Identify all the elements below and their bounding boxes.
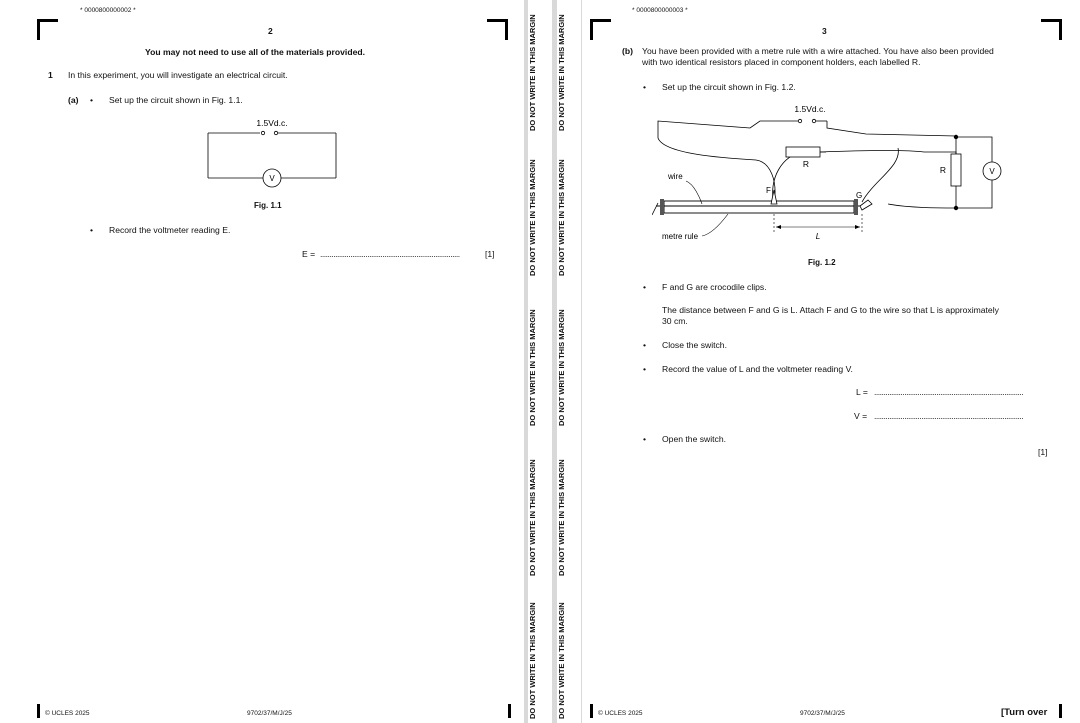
bullet: • bbox=[90, 95, 94, 105]
answer-field-e[interactable]: .......................................................................... bbox=[320, 249, 460, 259]
wire-label: wire bbox=[668, 172, 683, 181]
footer-paper-code: 9702/37/M/J/25 bbox=[800, 710, 845, 717]
wire-clamp-left bbox=[652, 203, 658, 215]
answer-field-l[interactable]: ............................................................................... bbox=[874, 387, 1024, 397]
margin-warning: DO NOT WRITE IN THIS MARGIN bbox=[557, 14, 566, 131]
footer-bar bbox=[508, 704, 511, 718]
page-barcode: * 0000800000002 * bbox=[80, 7, 136, 14]
part-b-label: (b) bbox=[622, 46, 633, 56]
terminal-right bbox=[812, 119, 815, 122]
instruction-text: You may not need to use all of the materials provided. bbox=[145, 47, 365, 57]
lead-to-f bbox=[658, 121, 798, 204]
margin-warning: DO NOT WRITE IN THIS MARGIN bbox=[557, 459, 566, 576]
part-a-label: (a) bbox=[68, 95, 79, 105]
instruction-open-switch: Open the switch. bbox=[662, 434, 727, 444]
page-3 bbox=[582, 0, 1080, 723]
rule-label: metre rule bbox=[662, 232, 699, 241]
bullet: • bbox=[643, 434, 647, 444]
bullet: • bbox=[643, 340, 647, 350]
instruction-close-switch: Close the switch. bbox=[662, 340, 727, 350]
lead-f-to-r bbox=[773, 152, 826, 204]
instruction-distance-2: 30 cm. bbox=[662, 316, 688, 326]
footer-copyright: © UCLES 2025 bbox=[45, 710, 90, 717]
crop-mark-top-left bbox=[37, 19, 58, 40]
figure-1-2-circuit bbox=[652, 100, 1012, 245]
voltmeter-label: V bbox=[269, 174, 275, 183]
figure-caption: Fig. 1.2 bbox=[808, 258, 836, 267]
instruction-record: Record the value of L and the voltmeter reading V. bbox=[662, 364, 853, 374]
crop-mark-top-right bbox=[487, 19, 508, 40]
terminal-left bbox=[798, 119, 801, 122]
lead-voltmeter-top bbox=[956, 137, 992, 162]
crop-mark-top-right bbox=[1041, 19, 1062, 40]
instruction-setup: Set up the circuit shown in Fig. 1.2. bbox=[662, 82, 796, 92]
margin-warning: DO NOT WRITE IN THIS MARGIN bbox=[528, 459, 537, 576]
margin-warning: DO NOT WRITE IN THIS MARGIN bbox=[528, 14, 537, 131]
instruction-distance-1: The distance between F and G is L. Attach F and G to the wire so that L is approximately bbox=[662, 305, 999, 315]
resistor-top-label: R bbox=[802, 159, 810, 169]
lead-g-to-node bbox=[888, 204, 956, 208]
crop-mark-top-left bbox=[590, 19, 611, 40]
resistor-right bbox=[951, 154, 961, 186]
clip-g bbox=[860, 200, 872, 210]
resistor-top bbox=[786, 147, 820, 157]
margin-warning: DO NOT WRITE IN THIS MARGIN bbox=[528, 159, 537, 276]
terminal-left bbox=[261, 131, 264, 134]
rule-end-right bbox=[854, 199, 858, 215]
metre-rule bbox=[664, 201, 854, 213]
rule-pointer bbox=[702, 214, 728, 236]
instruction-clips: F and G are crocodile clips. bbox=[662, 282, 767, 292]
clip-f bbox=[771, 190, 777, 204]
answer-field-v[interactable]: ............................................................................... bbox=[874, 411, 1024, 421]
rule-end-left bbox=[660, 199, 664, 215]
bullet: • bbox=[643, 364, 647, 374]
length-label: L bbox=[815, 232, 821, 241]
turn-over-label: [Turn over bbox=[1001, 707, 1048, 718]
footer-bar bbox=[590, 704, 593, 718]
question-intro: In this experiment, you will investigate an electrical circuit. bbox=[68, 70, 288, 80]
clip-f-label: F bbox=[766, 186, 771, 195]
page-2 bbox=[0, 0, 524, 723]
bullet: • bbox=[90, 225, 94, 235]
margin-warning: DO NOT WRITE IN THIS MARGIN bbox=[557, 309, 566, 426]
resistor-right-label: R bbox=[939, 165, 947, 175]
page-barcode: * 0000800000003 * bbox=[632, 7, 688, 14]
instruction-record: Record the voltmeter reading E. bbox=[109, 225, 231, 235]
margin-strip bbox=[557, 0, 581, 723]
margin-warning: DO NOT WRITE IN THIS MARGIN bbox=[528, 309, 537, 426]
answer-label-v: V = bbox=[854, 411, 868, 421]
margin-warning: DO NOT WRITE IN THIS MARGIN bbox=[557, 602, 566, 719]
page-number: 3 bbox=[822, 26, 827, 36]
lead-r-to-node bbox=[820, 151, 956, 157]
answer-label-l: L = bbox=[856, 387, 868, 397]
clip-g-label: G bbox=[856, 191, 863, 200]
margin-warning: DO NOT WRITE IN THIS MARGIN bbox=[557, 159, 566, 276]
lead-supply-to-node bbox=[827, 121, 956, 136]
answer-label-e: E = bbox=[302, 249, 316, 259]
bullet: • bbox=[643, 82, 647, 92]
page-number: 2 bbox=[268, 26, 273, 36]
terminal-right bbox=[274, 131, 277, 134]
part-b-intro-2: with two identical resistors placed in component holders, each labelled R. bbox=[642, 57, 921, 67]
lead-voltmeter-bottom bbox=[956, 180, 992, 208]
footer-copyright: © UCLES 2025 bbox=[598, 710, 643, 717]
figure-caption: Fig. 1.1 bbox=[254, 201, 282, 210]
mark-allocation: [1] bbox=[1038, 447, 1048, 457]
instruction-setup: Set up the circuit shown in Fig. 1.1. bbox=[109, 95, 243, 105]
footer-bar bbox=[1059, 704, 1062, 718]
question-number: 1 bbox=[48, 70, 53, 80]
footer-bar bbox=[37, 704, 40, 718]
supply-label: 1.5Vd.c. bbox=[256, 118, 288, 128]
margin-warning: DO NOT WRITE IN THIS MARGIN bbox=[528, 602, 537, 719]
voltmeter-label: V bbox=[989, 167, 995, 176]
footer-paper-code: 9702/37/M/J/25 bbox=[247, 710, 292, 717]
bullet: • bbox=[643, 282, 647, 292]
figure-1-1-circuit bbox=[200, 112, 350, 192]
part-b-intro-1: You have been provided with a metre rule with a wire attached. You have also been provided bbox=[642, 46, 994, 56]
mark-allocation: [1] bbox=[485, 249, 495, 259]
supply-label: 1.5Vd.c. bbox=[794, 104, 826, 114]
margin-strip bbox=[528, 0, 552, 723]
lead-g bbox=[862, 148, 898, 202]
